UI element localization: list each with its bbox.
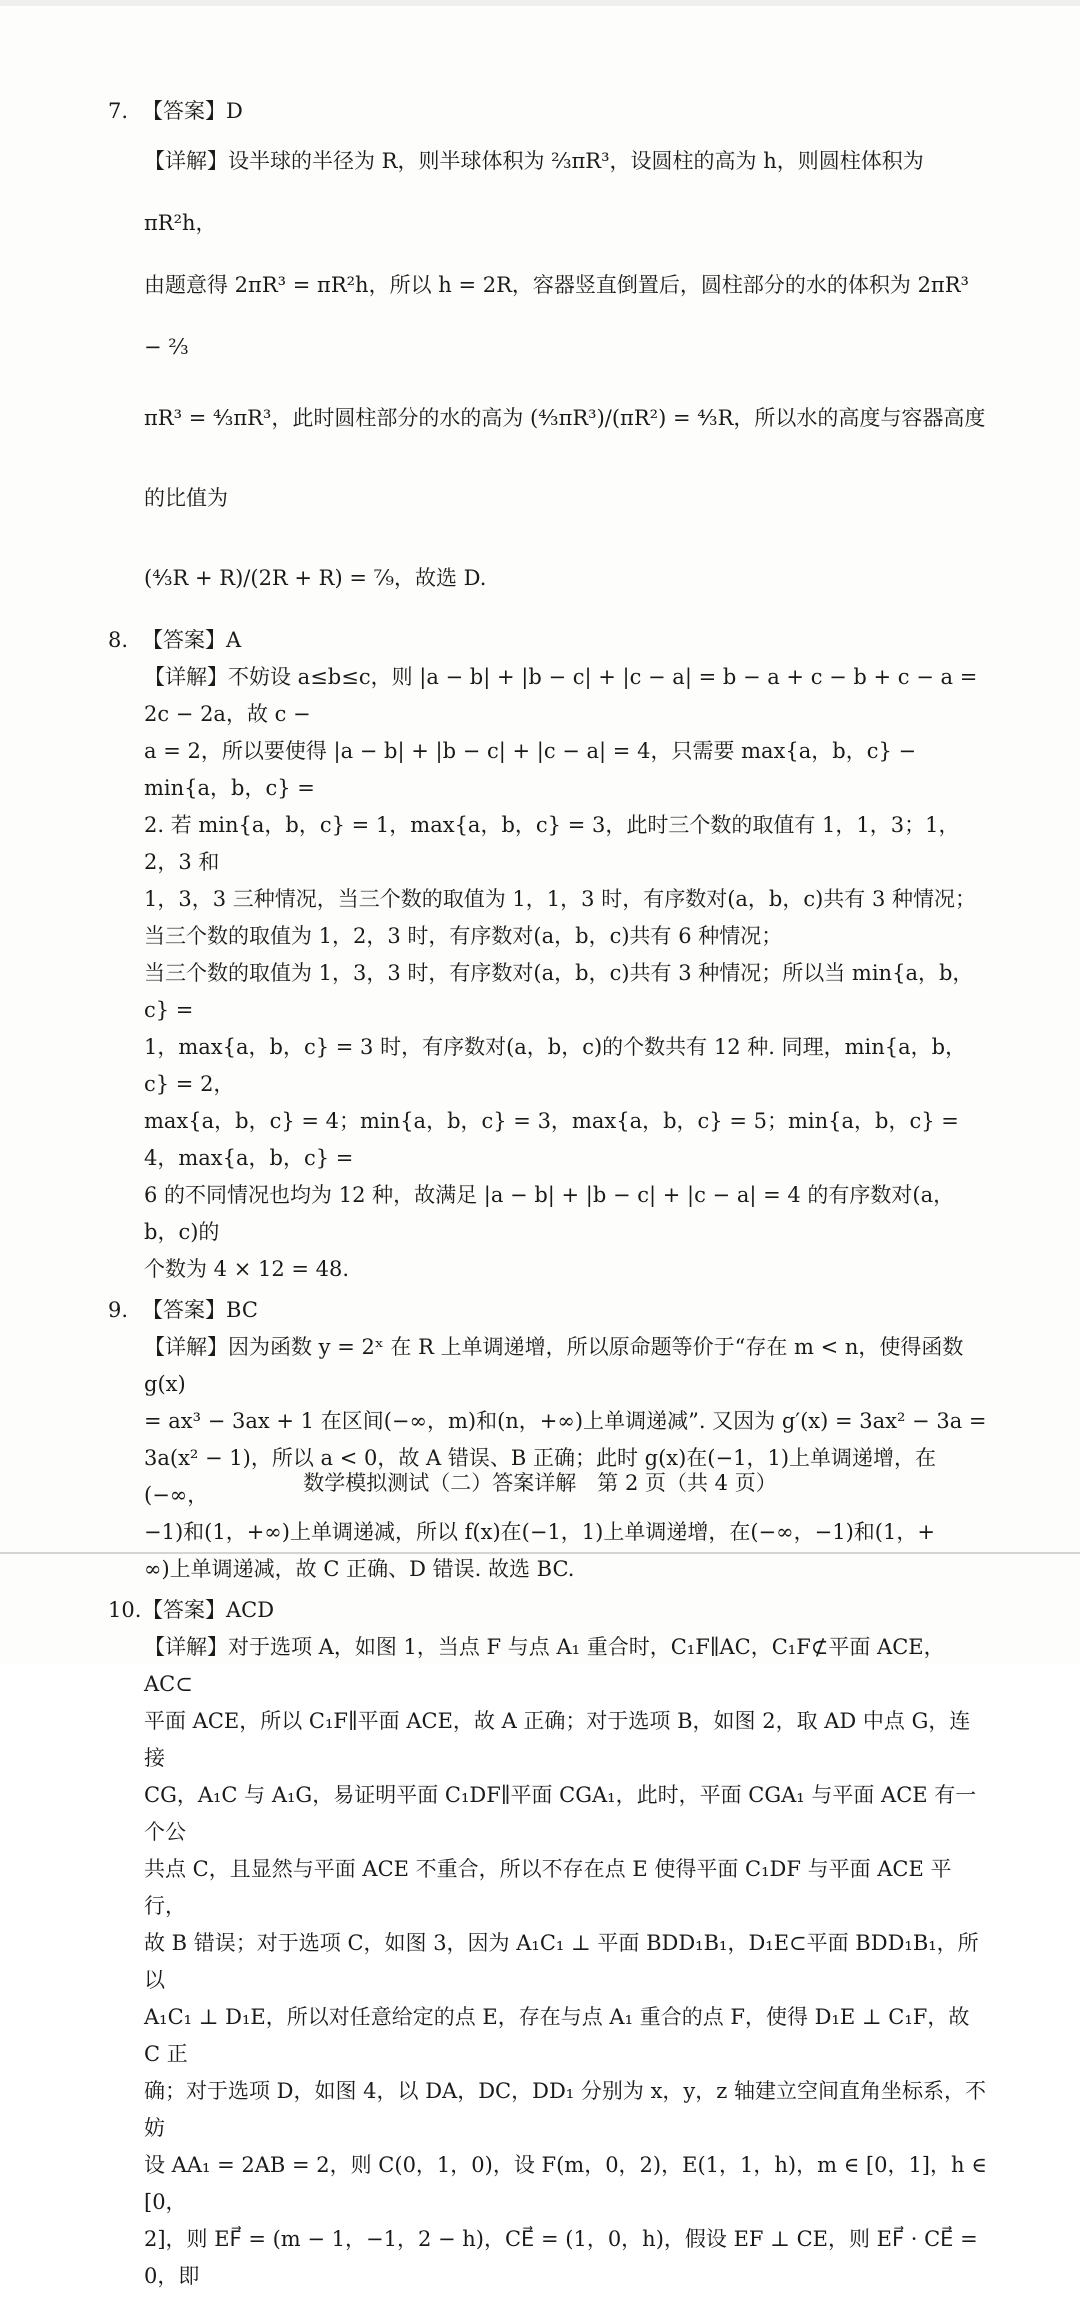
q9-line: 3a(x² − 1)，所以 a < 0，故 A 错误、B 正确；此时 g(x)在(−1，1)上单调递增，在(−∞， bbox=[144, 1446, 937, 1507]
q9-header bbox=[108, 1291, 988, 1329]
q9-detail bbox=[108, 1329, 988, 1588]
q9-number: 9. bbox=[108, 1298, 129, 1322]
q8-line: max{a，b，c} = 4；min{a，b，c} = 3，max{a，b，c} = 5；min{a，b，c} = 4，max{a，b，c} = bbox=[144, 1109, 959, 1170]
q8-line: 【详解】不妨设 a≤b≤c，则 |a − b| + |b − c| + |c − a| = b − a + c − b + c − a = 2c − 2a，故 c − bbox=[144, 665, 978, 726]
q8-line: 1，max{a，b，c} = 3 时，有序数对(a，b，c)的个数共有 12 种. 同理，min{a，b，c} = 2， bbox=[144, 1035, 967, 1096]
q8-line: 个数为 4 × 12 = 48. bbox=[144, 1257, 350, 1281]
q7-line-3: πR³ = ⁴⁄₃πR³，此时圆柱部分的水的高为 (⁴⁄₃πR³)/(πR²) = ⁴⁄₃R，所以水的高度与容器高度的比值为 bbox=[144, 406, 986, 510]
question-9 bbox=[108, 1291, 988, 1588]
q10-number: 10. bbox=[108, 1598, 142, 1622]
q9-line: = ax³ − 3ax + 1 在区间(−∞，m)和(n，+∞)上单调递减”. 又因为 g′(x) = 3ax² − 3a = bbox=[144, 1409, 987, 1433]
q7-detail bbox=[108, 130, 988, 618]
q10-line: 确；对于选项 D，如图 4，以 DA，DC，DD₁ 分别为 x，y，z 轴建立空间直角坐标系，不妨 bbox=[144, 2079, 987, 2140]
q7-line-2: 由题意得 2πR³ = πR²h，所以 h = 2R，容器竖直倒置后，圆柱部分的水的体积为 2πR³ − ²⁄₃ bbox=[144, 273, 969, 359]
q9-line: −1)和(1，+∞)上单调递减，所以 f(x)在(−1，1)上单调递增，在(−∞，−1)和(1，+ bbox=[144, 1520, 935, 1544]
answer-content bbox=[108, 92, 988, 2298]
q8-answer: 【答案】A bbox=[142, 628, 242, 652]
q9-line: 【详解】因为函数 y = 2ˣ 在 R 上单调递增，所以原命题等价于“存在 m < n，使得函数 g(x) bbox=[144, 1335, 964, 1396]
q10-line: 共点 C，且显然与平面 ACE 不重合，所以不存在点 E 使得平面 C₁DF 与平面 ACE 平行， bbox=[144, 1857, 952, 1918]
q8-line: 当三个数的取值为 1，3，3 时，有序数对(a，b，c)共有 3 种情况；所以当 min{a，b，c} = bbox=[144, 961, 974, 1022]
q10-line: 设 AA₁ = 2AB = 2，则 C(0，1，0)，设 F(m，0，2)，E(1，1，h)，m ∈ [0，1]，h ∈ [0， bbox=[144, 2153, 987, 2214]
q10-detail bbox=[108, 1629, 988, 2295]
q10-answer: 【答案】ACD bbox=[142, 1598, 275, 1622]
q8-number: 8. bbox=[108, 628, 129, 652]
q9-answer: 【答案】BC bbox=[142, 1298, 258, 1322]
q7-line-1: 【详解】设半球的半径为 R，则半球体积为 ²⁄₃πR³，设圆柱的高为 h，则圆柱体积为 πR²h， bbox=[144, 149, 924, 235]
q10-line: 平面 ACE，所以 C₁F∥平面 ACE，故 A 正确；对于选项 B，如图 2，取 AD 中点 G，连接 bbox=[144, 1709, 971, 1770]
q8-header bbox=[108, 621, 988, 659]
q7-answer: 【答案】D bbox=[142, 99, 243, 123]
q10-line: 2]，则 EF⃗ = (m − 1，−1，2 − h)，CE⃗ = (1，0，h)，假设 EF ⊥ CE，则 EF⃗ · CE⃗ = 0，即 bbox=[144, 2227, 978, 2288]
q7-line-4: (⁴⁄₃R + R)/(2R + R) = ⁷⁄₉，故选 D. bbox=[144, 566, 487, 590]
q10-header bbox=[108, 1591, 988, 1629]
question-8 bbox=[108, 621, 988, 1288]
q7-header bbox=[108, 92, 988, 130]
q8-line: 2. 若 min{a，b，c} = 1，max{a，b，c} = 3，此时三个数的取值有 1，1，3；1，2，3 和 bbox=[144, 813, 960, 874]
q8-line: 6 的不同情况也均为 12 种，故满足 |a − b| + |b − c| + |c − a| = 4 的有序数对(a，b，c)的 bbox=[144, 1183, 955, 1244]
q10-line: 【详解】对于选项 A，如图 1，当点 F 与点 A₁ 重合时，C₁F∥AC，C₁F⊄平面 ACE，AC⊂ bbox=[144, 1635, 945, 1696]
top-edge bbox=[0, 0, 1080, 6]
q8-line: 1，3，3 三种情况，当三个数的取值为 1，1，3 时，有序数对(a，b，c)共有 3 种情况； bbox=[144, 887, 977, 911]
q8-detail bbox=[108, 659, 988, 1288]
q10-line: A₁C₁ ⊥ D₁E，所以对任意给定的点 E，存在与点 A₁ 重合的点 F，使得 D₁E ⊥ C₁F，故 C 正 bbox=[144, 2005, 970, 2066]
page-bottom-rule bbox=[0, 1552, 1080, 1554]
page-footer: 数学模拟测试（二）答案详解 第 2 页（共 4 页） bbox=[303, 1471, 777, 1495]
q8-line: a = 2，所以要使得 |a − b| + |b − c| + |c − a| = 4，只需要 max{a，b，c} − min{a，b，c} = bbox=[144, 739, 917, 800]
q9-line: ∞)上单调递减，故 C 正确、D 错误. 故选 BC. bbox=[144, 1557, 575, 1581]
q10-line: CG，A₁C 与 A₁G，易证明平面 C₁DF∥平面 CGA₁，此时，平面 CGA₁ 与平面 ACE 有一个公 bbox=[144, 1783, 977, 1844]
question-7 bbox=[108, 92, 988, 618]
q10-line: 故 B 错误；对于选项 C，如图 3，因为 A₁C₁ ⊥ 平面 BDD₁B₁，D₁E⊂平面 BDD₁B₁，所以 bbox=[144, 1931, 979, 1992]
q8-line: 当三个数的取值为 1，2，3 时，有序数对(a，b，c)共有 6 种情况； bbox=[144, 924, 783, 948]
q7-number: 7. bbox=[108, 99, 129, 123]
question-10 bbox=[108, 1591, 988, 2295]
